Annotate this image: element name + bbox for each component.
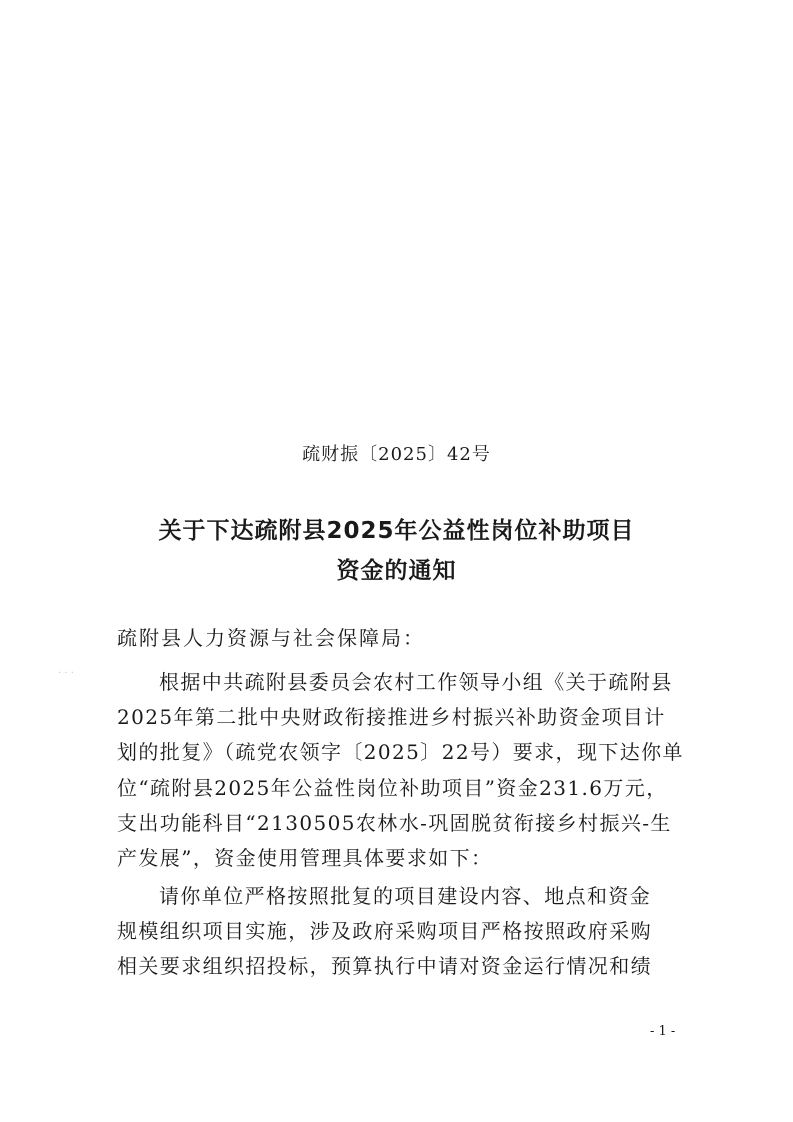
document-number: 疏财振〔2025〕42号 [302,444,491,465]
paragraph-1-line-4: 位“疏附县2025年公益性岗位补助项目”资金231.6万元， [117,776,668,800]
paragraph-2-line-1: 请你单位严格按照批复的项目建设内容、地点和资金 [159,884,652,908]
paragraph-1-line-5: 支出功能科目“2130505农林水-巩固脱贫衔接乡村振兴-生 [117,811,672,835]
scan-mark: · · · [58,668,74,679]
paragraph-2-line-3: 相关要求组织招投标，预算执行中请对资金运行情况和绩 [117,954,652,978]
document-title-line-2: 资金的通知 [336,558,457,584]
paragraph-1-line-3: 划的批复》（疏党农领字〔2025〕22号）要求，现下达你单 [117,740,684,764]
paragraph-1-line-2: 2025年第二批中央财政衔接推进乡村振兴补助资金项目计 [117,705,666,729]
document-title-line-1: 关于下达疏附县2025年公益性岗位补助项目 [158,518,635,544]
page-number: - 1 - [650,1024,676,1039]
addressee: 疏附县人力资源与社会保障局： [117,626,425,650]
paragraph-2-line-2: 规模组织项目实施，涉及政府采购项目严格按照政府采购 [117,919,652,943]
paragraph-1-line-1: 根据中共疏附县委员会农村工作领导小组《关于疏附县 [159,670,673,694]
paragraph-1-line-6: 产发展”，资金使用管理具体要求如下： [117,846,493,870]
